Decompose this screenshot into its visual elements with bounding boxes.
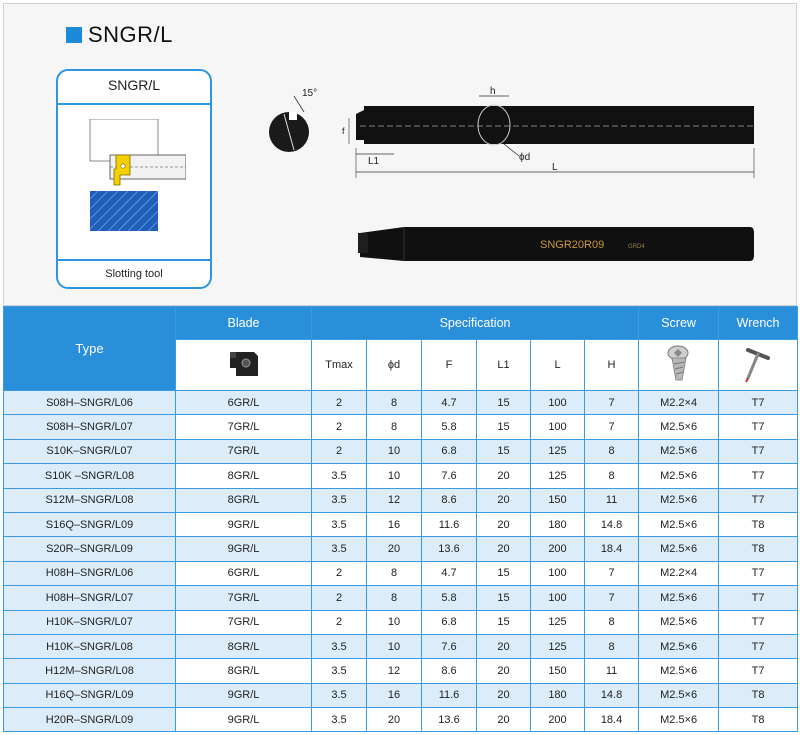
d-cell: 20 [367, 537, 422, 561]
table-row [4, 464, 798, 488]
table-row [4, 561, 798, 585]
table-row [4, 659, 798, 683]
l-cell: 100 [531, 586, 585, 610]
blade-cell: 9GR/L [176, 512, 312, 536]
f-cell: 7.6 [422, 464, 477, 488]
d-cell: 12 [367, 488, 422, 512]
table-row [4, 634, 798, 658]
blade-cell: 7GR/L [176, 610, 312, 634]
h-cell: 7 [585, 391, 639, 415]
l-cell: 125 [531, 439, 585, 463]
model-type-cell: S20R–SNGR/L09 [4, 537, 176, 561]
h-cell: 18.4 [585, 708, 639, 732]
screw-image-cell [639, 340, 719, 391]
blade-header: Blade [176, 307, 312, 340]
l1-cell: 15 [477, 415, 531, 439]
blade-cell: 8GR/L [176, 659, 312, 683]
f-cell: 5.8 [422, 415, 477, 439]
h-cell: 14.8 [585, 512, 639, 536]
wrench-image-cell [719, 340, 798, 391]
f-cell: 8.6 [422, 659, 477, 683]
model-type-cell: S12M–SNGR/L08 [4, 488, 176, 512]
tmax-cell: 3.5 [312, 512, 367, 536]
d-column-header: ϕd [367, 340, 422, 391]
f-cell: 11.6 [422, 683, 477, 707]
wrench-cell: T7 [719, 561, 798, 585]
diagram-card-title: SNGR/L [107, 77, 161, 93]
divider [58, 103, 210, 105]
tmax-cell: 2 [312, 610, 367, 634]
l-cell: 150 [531, 488, 585, 512]
l-cell: 100 [531, 561, 585, 585]
tmax-cell: 2 [312, 391, 367, 415]
f-cell: 11.6 [422, 512, 477, 536]
l1-cell: 15 [477, 586, 531, 610]
d-cell: 8 [367, 415, 422, 439]
tool-small-mark: GRD4 [628, 244, 645, 250]
model-type-cell: H16Q–SNGR/L09 [4, 683, 176, 707]
tmax-cell: 3.5 [312, 464, 367, 488]
table-row [4, 415, 798, 439]
d-cell: 16 [367, 512, 422, 536]
l1-cell: 20 [477, 708, 531, 732]
tmax-cell: 2 [312, 415, 367, 439]
l-column-header: L [531, 340, 585, 391]
tmax-cell: 3.5 [312, 537, 367, 561]
wrench-cell: T7 [719, 415, 798, 439]
wrench-cell: T7 [719, 488, 798, 512]
l-cell: 125 [531, 464, 585, 488]
f-cell: 13.6 [422, 537, 477, 561]
l1-cell: 20 [477, 512, 531, 536]
blade-image-cell [176, 340, 312, 391]
blade-cell: 6GR/L [176, 561, 312, 585]
specification-table [3, 306, 798, 732]
h-cell: 8 [585, 439, 639, 463]
screw-icon [664, 344, 694, 384]
f-cell: 4.7 [422, 561, 477, 585]
blade-cell: 9GR/L [176, 683, 312, 707]
screw-cell: M2.5×6 [639, 537, 719, 561]
h-cell: 7 [585, 586, 639, 610]
wrench-cell: T7 [719, 464, 798, 488]
l-cell: 125 [531, 634, 585, 658]
l1-cell: 20 [477, 659, 531, 683]
slotting-tool-diagram-icon [86, 119, 186, 249]
h-cell: 8 [585, 464, 639, 488]
model-type-cell: H08H–SNGR/L06 [4, 561, 176, 585]
tool-holder-photo [354, 219, 754, 269]
product-header-panel [3, 3, 797, 306]
l-cell: 200 [531, 537, 585, 561]
blade-cell: 7GR/L [176, 415, 312, 439]
d-cell: 10 [367, 439, 422, 463]
table-row [4, 439, 798, 463]
screw-cell: M2.5×6 [639, 488, 719, 512]
model-type-cell: S08H–SNGR/L07 [4, 415, 176, 439]
insert-blade-icon [226, 346, 262, 382]
screw-header: Screw [639, 307, 719, 340]
page-title-text: SNGR/L [88, 22, 173, 47]
l-cell: 125 [531, 610, 585, 634]
l1-cell: 20 [477, 634, 531, 658]
wrench-cell: T7 [719, 610, 798, 634]
screw-cell: M2.5×6 [639, 415, 719, 439]
wrench-cell: T7 [719, 659, 798, 683]
wrench-cell: T8 [719, 683, 798, 707]
d-cell: 20 [367, 708, 422, 732]
technical-drawing [264, 84, 764, 184]
screw-cell: M2.5×6 [639, 683, 719, 707]
torx-wrench-icon [738, 344, 778, 384]
blade-cell: 7GR/L [176, 439, 312, 463]
tool-marking-label: SNGR20R09 [540, 239, 605, 251]
f-cell: 5.8 [422, 586, 477, 610]
screw-cell: M2.5×6 [639, 610, 719, 634]
wrench-cell: T7 [719, 586, 798, 610]
table-row [4, 610, 798, 634]
wrench-cell: T7 [719, 391, 798, 415]
wrench-cell: T8 [719, 512, 798, 536]
d-cell: 10 [367, 464, 422, 488]
screw-cell: M2.5×6 [639, 708, 719, 732]
l1-cell: 20 [477, 537, 531, 561]
screw-cell: M2.5×6 [639, 439, 719, 463]
blade-cell: 8GR/L [176, 464, 312, 488]
table-row [4, 537, 798, 561]
f-cell: 4.7 [422, 391, 477, 415]
specification-header: Specification [312, 307, 639, 340]
model-type-cell: S10K–SNGR/L07 [4, 439, 176, 463]
bar-side-view [364, 106, 754, 144]
model-type-cell: H20R–SNGR/L09 [4, 708, 176, 732]
l1-cell: 15 [477, 561, 531, 585]
h-cell: 7 [585, 415, 639, 439]
table-row [4, 488, 798, 512]
l-cell: 150 [531, 659, 585, 683]
tmax-cell: 2 [312, 561, 367, 585]
blade-cell: 6GR/L [176, 391, 312, 415]
l1-cell: 15 [477, 439, 531, 463]
l-cell: 180 [531, 683, 585, 707]
h-column-header: H [585, 340, 639, 391]
blade-cell: 8GR/L [176, 488, 312, 512]
wrench-cell: T7 [719, 439, 798, 463]
table-row [4, 683, 798, 707]
screw-cell: M2.5×6 [639, 586, 719, 610]
d-cell: 12 [367, 659, 422, 683]
l1-cell: 15 [477, 391, 531, 415]
model-type-cell: S10K –SNGR/L08 [4, 464, 176, 488]
h-cell: 11 [585, 659, 639, 683]
angle-label: 15° [302, 88, 318, 99]
screw-cell: M2.5×6 [639, 634, 719, 658]
tmax-cell: 3.5 [312, 634, 367, 658]
screw-cell: M2.5×6 [639, 464, 719, 488]
f-cell: 7.6 [422, 634, 477, 658]
blade-cell: 9GR/L [176, 537, 312, 561]
title-bullet-icon [66, 27, 82, 43]
table-row [4, 586, 798, 610]
model-type-cell: S08H–SNGR/L06 [4, 391, 176, 415]
tmax-cell: 3.5 [312, 708, 367, 732]
screw-cell: M2.5×6 [639, 512, 719, 536]
wrench-header: Wrench [719, 307, 798, 340]
model-type-cell: H12M–SNGR/L08 [4, 659, 176, 683]
model-type-cell: H10K–SNGR/L07 [4, 610, 176, 634]
h-cell: 8 [585, 634, 639, 658]
type-header: Type [4, 307, 176, 391]
f-cell: 13.6 [422, 708, 477, 732]
diagram-caption: Slotting tool [105, 268, 163, 280]
l-cell: 180 [531, 512, 585, 536]
l1-dim-label: L1 [368, 156, 380, 167]
blade-cell: 7GR/L [176, 586, 312, 610]
phi-d-label: ϕd [519, 152, 531, 163]
table-row [4, 391, 798, 415]
f-cell: 6.8 [422, 610, 477, 634]
d-cell: 16 [367, 683, 422, 707]
model-type-cell: S16Q–SNGR/L09 [4, 512, 176, 536]
screw-cell: M2.2×4 [639, 561, 719, 585]
d-cell: 8 [367, 586, 422, 610]
d-cell: 8 [367, 391, 422, 415]
divider [58, 259, 210, 261]
blade-cell: 8GR/L [176, 634, 312, 658]
tmax-cell: 3.5 [312, 488, 367, 512]
wrench-cell: T8 [719, 537, 798, 561]
h-cell: 11 [585, 488, 639, 512]
f-dim-label: f [342, 126, 345, 136]
page-title [66, 22, 173, 48]
tmax-cell: 3.5 [312, 683, 367, 707]
l-cell: 100 [531, 415, 585, 439]
f-cell: 8.6 [422, 488, 477, 512]
table-row [4, 708, 798, 732]
screw-cell: M2.2×4 [639, 391, 719, 415]
screw-cell: M2.5×6 [639, 659, 719, 683]
l1-cell: 20 [477, 488, 531, 512]
l1-cell: 20 [477, 683, 531, 707]
l-dim-label: L [552, 162, 558, 173]
d-cell: 10 [367, 610, 422, 634]
h-dim-label: h [490, 86, 496, 97]
model-type-cell: H10K–SNGR/L08 [4, 634, 176, 658]
d-cell: 8 [367, 561, 422, 585]
f-column-header: F [422, 340, 477, 391]
l1-column-header: L1 [477, 340, 531, 391]
h-cell: 14.8 [585, 683, 639, 707]
f-cell: 6.8 [422, 439, 477, 463]
tmax-column-header: Tmax [312, 340, 367, 391]
slotting-diagram-card [56, 69, 212, 289]
wrench-cell: T8 [719, 708, 798, 732]
wrench-cell: T7 [719, 634, 798, 658]
h-cell: 8 [585, 610, 639, 634]
blade-cell: 9GR/L [176, 708, 312, 732]
tmax-cell: 3.5 [312, 659, 367, 683]
l1-cell: 20 [477, 464, 531, 488]
l-cell: 100 [531, 391, 585, 415]
h-cell: 18.4 [585, 537, 639, 561]
table-row [4, 512, 798, 536]
h-cell: 7 [585, 561, 639, 585]
tmax-cell: 2 [312, 586, 367, 610]
d-cell: 10 [367, 634, 422, 658]
tmax-cell: 2 [312, 439, 367, 463]
model-type-cell: H08H–SNGR/L07 [4, 586, 176, 610]
l1-cell: 15 [477, 610, 531, 634]
l-cell: 200 [531, 708, 585, 732]
